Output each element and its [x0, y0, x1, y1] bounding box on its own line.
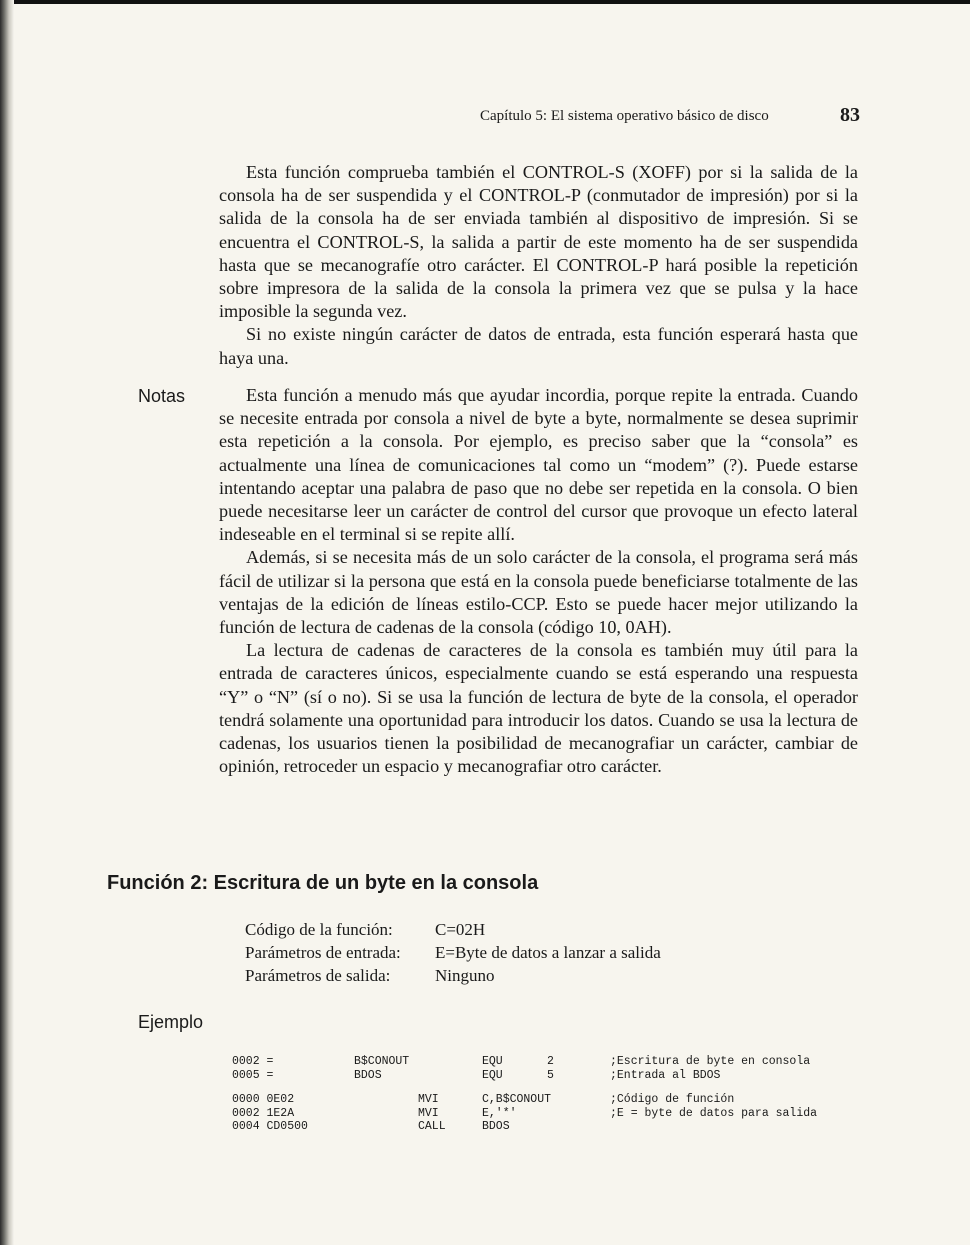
running-header	[480, 104, 860, 126]
paragraph: Esta función comprueba también el CONTROL-S (XOFF) por si la salida de la consola ha de ser suspendida y el CONTROL-P (conmutador de impresión) por si la salida de la consola ha de ser enviada también al dispositivo de impresión. Si se encuentra el CONTROL-S, la salida a partir de este momento ha de ser suspendida hasta que se mecanografíe otro carácter. El CONTROL-P hará posible la repetición sobre impresora de la salida de la consola la primera vez que se pulsa y la hace imposible la segunda vez.	[219, 162, 858, 322]
notes-label: Notas	[138, 386, 186, 406]
param-key: Parámetros de salida:	[245, 966, 391, 985]
code-label: B$CONOUT	[354, 1055, 410, 1068]
paragraph: La lectura de cadenas de caracteres de la consola es también muy útil para la entrada de caracteres únicos, especialmente cuando se está esperando una respuesta “Y” o “N” (sí o no). Si se usa la función de lectura de byte de la consola, el operador tendrá solamente una oportunidad para introducir los datos. Cuando se usa la lectura de cadenas, los usuarios tienen la posibilidad de mecanografiar un carácter, cambiar de opinión, retroceder un espacio y mecanografiar otro carácter.	[219, 640, 858, 777]
code-opcode: MVI	[418, 1106, 439, 1120]
page-binding-shadow	[0, 0, 14, 1245]
code-comment: ;E = byte de datos para salida	[610, 1106, 818, 1120]
paragraph: Esta función a menudo más que ayudar incordia, porque repite la entrada. Cuando se necesite entrada por consola a nivel de byte a byte, normalmente se desea suprimir esta repetición a la consola. Por ejemplo, es preciso saber que la “consola” es actualmente una línea de comunicaciones tal como un “modem” (?). Puede estarse intentando aceptar una palabra de paso que no debe ser repetida en la consola. O bien puede necesitarse leer un carácter de control del cursor que provoque un efecto lateral indeseable en el terminal si se repite allí.	[219, 385, 858, 545]
page-top-edge	[0, 0, 970, 4]
page-number: 83	[840, 104, 860, 126]
param-row	[245, 941, 661, 964]
paragraph: Además, si se necesita más de un solo carácter de la consola, el programa será más fácil de utilizar si la persona que está en la consola puede beneficiarse totalmente de las ventajas de la edición de líneas estilo-CCP. Esto se puede hacer mejor utilizando la función de lectura de cadenas de la consola (código 10, 0AH).	[219, 547, 858, 638]
param-row	[245, 918, 661, 941]
function-parameters	[245, 918, 661, 987]
param-row	[245, 964, 661, 987]
intro-text	[219, 161, 858, 370]
param-value: Ninguno	[435, 966, 495, 985]
code-address: 0002 1E2A	[232, 1106, 295, 1120]
notes-text	[219, 384, 858, 778]
code-operand: EQU	[482, 1068, 503, 1082]
code-value: 2	[547, 1055, 554, 1068]
paragraph: Si no existe ningún carácter de datos de entrada, esta función esperará hasta que haya una.	[219, 324, 858, 368]
code-comment: ;Código de función	[610, 1093, 735, 1106]
code-opcode: CALL	[418, 1120, 446, 1133]
param-key: Parámetros de entrada:	[245, 943, 401, 962]
param-key: Código de la función:	[245, 920, 393, 939]
param-value: C=02H	[435, 920, 486, 939]
example-label: Ejemplo	[138, 1012, 204, 1032]
code-opcode: MVI	[418, 1093, 439, 1106]
code-label: BDOS	[354, 1068, 382, 1082]
code-address: 0002 =	[232, 1055, 274, 1068]
chapter-title: Capítulo 5: El sistema operativo básico de disco	[480, 108, 769, 124]
code-operand: EQU	[482, 1055, 503, 1068]
param-value: E=Byte de datos a lanzar a salida	[435, 943, 661, 962]
section-heading: Función 2: Escritura de un byte en la consola	[107, 872, 539, 894]
code-address: 0000 0E02	[232, 1093, 295, 1106]
code-operand: BDOS	[482, 1120, 510, 1133]
code-address: 0004 CD0500	[232, 1120, 308, 1133]
code-comment: ;Escritura de byte en consola	[610, 1055, 811, 1068]
code-address: 0005 =	[232, 1068, 274, 1082]
code-operand: C,B$CONOUT	[482, 1093, 552, 1106]
code-operand: E,'*'	[482, 1106, 517, 1120]
code-comment: ;Entrada al BDOS	[610, 1068, 721, 1082]
code-value: 5	[547, 1068, 554, 1082]
